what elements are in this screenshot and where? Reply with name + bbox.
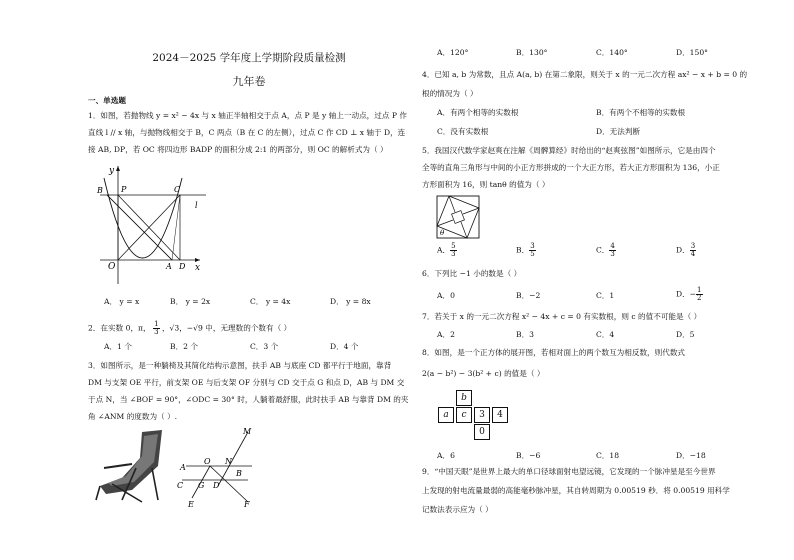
q9-line-2: 上发现的射电流量最弱的高能毫秒脉冲星，其自转周期为 0.00519 秒．将 0.00519 用科学	[422, 486, 730, 495]
lounge-chair-image	[92, 428, 172, 504]
q1-label-a: A	[166, 262, 172, 271]
q3-line-3: 于点 N，当 ∠BOF = 90°，∠ODC = 30° 时，人躺着最舒服，此时扶手 AB 与靠背 DM 的夹	[88, 395, 409, 404]
q7-option-a[interactable]: A．2	[437, 330, 455, 339]
q3-label-f: F	[244, 500, 250, 509]
q5-option-a[interactable]: A． $\frac{5}{3}$	[437, 242, 456, 258]
q4-option-b[interactable]: B．有两个不相等的实数根	[596, 108, 686, 117]
q3-label-a: A	[180, 463, 186, 472]
cube-face-3: 3	[474, 407, 490, 423]
q1-line-2: 直线 l // x 轴，与抛物线相交于 B，C 两点（B 在 C 的左侧），过点 C 作 CD ⊥ x 轴于 D，连	[88, 128, 406, 137]
q4-line-2: 根的情况为（ ）	[422, 89, 478, 98]
q3-option-b[interactable]: B．130°	[516, 48, 548, 57]
cube-face-0: 0	[474, 424, 490, 440]
q7-option-c[interactable]: C．4	[596, 330, 615, 339]
q7-option-b[interactable]: B．3	[516, 330, 535, 339]
q3-line-1: 3．如图所示，是一种躺椅及其简化结构示意图，扶手 AB 与底座 CD 都平行于地面，靠背	[88, 361, 392, 370]
q1-option-a[interactable]: A． y = x	[104, 297, 140, 306]
q1-label-o: O	[108, 262, 116, 272]
cube-face-c: c	[456, 407, 472, 423]
q1-line-3: 接 AB, DP，若 OC 将四边形 BADP 的面积分成 2:1 的两部分，则 OC 的解析式为（ ）	[88, 145, 388, 154]
q7-line: 7．若关于 x 的一元二次方程 x² − 4x + c = 0 有实数根，则 c 的值不可能是（ ）	[422, 312, 702, 321]
q3-label-c: C	[177, 481, 184, 490]
q1-label-b: B	[97, 186, 103, 195]
cube-face-a: a	[438, 407, 454, 423]
q7-option-d[interactable]: D．5	[676, 330, 695, 339]
q5-option-d[interactable]: D． $\frac{3}{4}$	[676, 242, 696, 258]
q3-line-4: 角 ∠ANM 的度数为（ ）.	[88, 412, 178, 421]
q4-line-1: 4．已知 a, b 为常数，且点 A(a, b) 在第二象限，则关于 x 的一元二次方程 ax² − x + b = 0 的	[422, 70, 748, 79]
q1-option-b[interactable]: B． y = 2x	[170, 297, 211, 306]
cube-net	[438, 390, 508, 442]
q3-option-a[interactable]: A．120°	[437, 48, 469, 57]
q5-option-b[interactable]: B． $\frac{3}{5}$	[516, 242, 535, 258]
q1-line-1: 1．如图，若抛物线 y = x² − 4x 与 x 轴正半轴相交于点 A，点 P 是 y 轴上一动点，过点 P 作	[88, 111, 407, 120]
cube-face-b: b	[456, 390, 472, 406]
q1-label-l: l	[195, 201, 198, 210]
q3-label-m: M	[243, 427, 252, 436]
q6-line: 6．下列比 −1 小的数是（ ）	[422, 269, 522, 278]
q8-option-c[interactable]: C．18	[596, 451, 620, 460]
q3-label-e: E	[188, 500, 194, 509]
q9-line-3: 记数法表示应为（ ）	[422, 505, 493, 514]
q1-label-y: y	[109, 166, 115, 176]
q2-option-d[interactable]: D．4 个	[330, 342, 359, 351]
q6-option-a[interactable]: A．0	[437, 291, 455, 300]
exam-title: 2024－2025 学年度上学期阶段质量检测	[152, 52, 346, 64]
q3-line-2: DM 与支架 OE 平行，前支架 OE 与后支架 OF 分别与 CD 交于点 G 和点 D，AB 与 DM 交	[88, 378, 405, 387]
zhao-shuang-diagram	[436, 195, 480, 239]
exam-subtitle: 九年卷	[232, 75, 266, 88]
section-label: 一、单选题	[88, 96, 126, 105]
q5-line-1: 5．我国汉代数学家赵爽在注解《周髀算经》时给出的“赵爽弦图”如图所示，它是由四个	[422, 146, 716, 155]
q1-label-x: x	[195, 263, 201, 273]
q2-line	[88, 321, 291, 336]
q8-option-b[interactable]: B．−6	[516, 451, 541, 460]
q3-option-d[interactable]: D．150°	[676, 48, 708, 57]
q1-option-d[interactable]: D． y = 8x	[330, 297, 371, 306]
q3-label-o: O	[204, 457, 211, 466]
q2-option-a[interactable]: A．1 个	[104, 342, 132, 351]
q4-option-d[interactable]: D．无法判断	[596, 127, 641, 136]
q8-line-2: 2(a − b²) − 3(b² + c) 的值是（ ）	[422, 369, 545, 378]
cube-face-4: 4	[492, 407, 508, 423]
q4-option-a[interactable]: A．有两个相等的实数根	[437, 108, 519, 117]
q1-option-c[interactable]: C． y = 4x	[250, 297, 291, 306]
q5-line-3: 方形面积为 16，则 tanθ 的值为（ ）	[422, 180, 550, 189]
q1-label-p: P	[121, 185, 127, 194]
q1-label-c: C	[174, 185, 181, 194]
q5-line-2: 全等的直角三角形与中间的小正方形拼成的一个大正方形，若大正方形面积为 136，小正	[422, 163, 720, 172]
q5-option-c[interactable]: C． $\frac{4}{3}$	[596, 242, 615, 258]
q2-fraction: $\frac{1}{3}$	[154, 320, 159, 336]
q3-schematic-figure	[176, 426, 272, 510]
q8-option-d[interactable]: D．−18	[676, 451, 706, 460]
q2-option-b[interactable]: B．2 个	[170, 342, 199, 351]
q6-option-c[interactable]: C．1	[596, 291, 615, 300]
q3-label-n: N	[225, 457, 232, 466]
theta-label: θ	[440, 229, 445, 237]
q2-line-b: ，√3，−√9 中，无理数的个数有（ ）	[161, 323, 292, 333]
q3-label-d: D	[213, 481, 220, 490]
q8-line-1: 8．如图，是一个正方体的展开图，若相对面上的两个数互为相反数，则代数式	[422, 348, 686, 357]
q8-option-a[interactable]: A．6	[437, 451, 455, 460]
q6-option-d[interactable]: D．− $\frac{1}{2}$	[676, 286, 702, 302]
q1-label-d: D	[179, 262, 186, 271]
q4-option-c[interactable]: C．没有实数根	[437, 127, 489, 136]
q3-label-g: G	[198, 481, 205, 490]
q1-parabola-figure	[96, 160, 216, 288]
q3-option-c[interactable]: C．140°	[596, 48, 628, 57]
q3-label-b: B	[236, 469, 242, 478]
q2-line-a: 2．在实数 0，π，	[88, 323, 151, 333]
q9-line-1: 9．“中国天眼”是世界上最大的单口径球面射电望远镜，它发现的一个脉冲星是至今世界	[422, 467, 716, 476]
q6-option-b[interactable]: B．−2	[516, 291, 541, 300]
q2-option-c[interactable]: C．3 个	[250, 342, 279, 351]
